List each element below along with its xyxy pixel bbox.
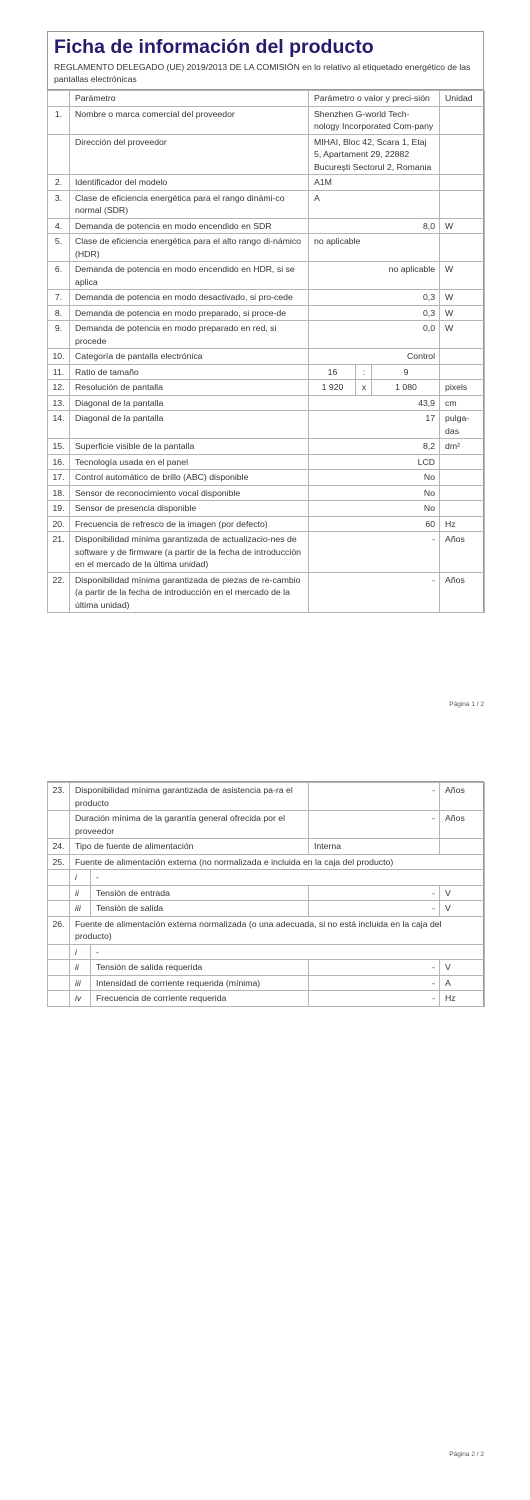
row-value: - bbox=[309, 783, 440, 811]
row-number: 3. bbox=[48, 190, 70, 218]
header-param: Parámetro bbox=[70, 91, 309, 107]
table-row bbox=[48, 839, 485, 855]
row-param: Fuente de alimentación externa (no normalizada e incluida en la caja del producto) bbox=[70, 854, 485, 870]
table-subrow bbox=[48, 870, 485, 886]
row-unit bbox=[440, 349, 485, 365]
row-unit bbox=[440, 175, 485, 191]
table-row bbox=[48, 349, 485, 365]
subrow-value: - bbox=[309, 885, 440, 901]
table-subrow bbox=[48, 960, 485, 976]
subrow-value: - bbox=[309, 901, 440, 917]
row-param: Ratio de tamaño bbox=[70, 364, 309, 380]
product-info-sheet-page-2 bbox=[47, 781, 484, 1007]
row-number: 22. bbox=[48, 572, 70, 613]
row-unit: W bbox=[440, 321, 485, 349]
row-number: 1. bbox=[48, 106, 70, 134]
row-unit bbox=[440, 234, 485, 262]
row-param: Disponibilidad mínima garantizada de actualizacio-nes de software y de firmware (a partir de la fecha de introducción en el mercado de la última unidad) bbox=[70, 532, 309, 573]
row-number: 16. bbox=[48, 454, 70, 470]
subrow-param: Tensión de salida bbox=[91, 901, 309, 917]
row-value: 0,3 bbox=[309, 305, 440, 321]
row-unit bbox=[440, 839, 485, 855]
row-value: 60 bbox=[309, 516, 440, 532]
row-unit: pulga-das bbox=[440, 411, 485, 439]
row-number: 10. bbox=[48, 349, 70, 365]
row-number: 9. bbox=[48, 321, 70, 349]
subrow-index: ii bbox=[70, 885, 91, 901]
row-number bbox=[48, 134, 70, 175]
row-value: Shenzhen G-world Tech-nology Incorporated Com-pany bbox=[309, 106, 440, 134]
subrow-value: - bbox=[309, 960, 440, 976]
row-number: 7. bbox=[48, 290, 70, 306]
row-param: Clase de eficiencia energética para el alto rango di-námico (HDR) bbox=[70, 234, 309, 262]
table-row bbox=[48, 439, 485, 455]
table-row bbox=[48, 364, 485, 380]
table-subrow bbox=[48, 991, 485, 1007]
header-value: Parámetro o valor y preci-sión bbox=[309, 91, 440, 107]
row-number bbox=[48, 960, 70, 976]
row-number: 12. bbox=[48, 380, 70, 396]
table-row bbox=[48, 290, 485, 306]
row-number bbox=[48, 870, 70, 886]
table-subrow bbox=[48, 975, 485, 991]
row-number: 11. bbox=[48, 364, 70, 380]
row-param: Demanda de potencia en modo encendido en HDR, si se aplica bbox=[70, 262, 309, 290]
row-param: Categoría de pantalla electrónica bbox=[70, 349, 309, 365]
row-number: 17. bbox=[48, 470, 70, 486]
table-row bbox=[48, 811, 485, 839]
resolution-separator: x bbox=[356, 380, 372, 396]
subrow-index: iv bbox=[70, 991, 91, 1007]
table-row bbox=[48, 916, 485, 944]
row-number: 19. bbox=[48, 501, 70, 517]
ratio-height: 9 bbox=[372, 364, 440, 380]
table-row bbox=[48, 501, 485, 517]
table-row bbox=[48, 106, 485, 134]
row-number: 2. bbox=[48, 175, 70, 191]
row-number: 8. bbox=[48, 305, 70, 321]
subrow-unit: A bbox=[440, 975, 485, 991]
header-unit: Unidad bbox=[440, 91, 485, 107]
row-value: LCD bbox=[309, 454, 440, 470]
row-param: Diagonal de la pantalla bbox=[70, 411, 309, 439]
row-param: Tipo de fuente de alimentación bbox=[70, 839, 309, 855]
row-number: 5. bbox=[48, 234, 70, 262]
row-param: Control automático de brillo (ABC) disponible bbox=[70, 470, 309, 486]
row-number: 23. bbox=[48, 783, 70, 811]
resolution-height: 1 080 bbox=[372, 380, 440, 396]
table-row bbox=[48, 854, 485, 870]
row-unit bbox=[440, 470, 485, 486]
row-number: 13. bbox=[48, 395, 70, 411]
table-row bbox=[48, 454, 485, 470]
row-unit: Años bbox=[440, 572, 485, 613]
regulation-subtitle: REGLAMENTO DELEGADO (UE) 2019/2013 DE LA COMISIÓN en lo relativo al etiquetado energético de las pantallas electrónicas bbox=[48, 59, 483, 90]
row-value: 0,3 bbox=[309, 290, 440, 306]
subrow-value: - bbox=[309, 991, 440, 1007]
row-param: Nombre o marca comercial del proveedor bbox=[70, 106, 309, 134]
row-value: No bbox=[309, 485, 440, 501]
subrow-param: Frecuencia de corriente requerida bbox=[91, 991, 309, 1007]
table-row bbox=[48, 470, 485, 486]
table-subrow bbox=[48, 944, 485, 960]
table-row bbox=[48, 190, 485, 218]
row-number bbox=[48, 944, 70, 960]
row-unit: dm² bbox=[440, 439, 485, 455]
row-unit bbox=[440, 106, 485, 134]
table-row bbox=[48, 783, 485, 811]
row-number: 4. bbox=[48, 218, 70, 234]
row-number bbox=[48, 991, 70, 1007]
table-row bbox=[48, 218, 485, 234]
row-unit: W bbox=[440, 305, 485, 321]
row-unit: W bbox=[440, 218, 485, 234]
row-number bbox=[48, 811, 70, 839]
row-value: MIHAI, Bloc 42, Scara 1, Etaj 5, Apartament 29, 22882 Bucureşti Sectorul 2, Romania bbox=[309, 134, 440, 175]
row-number: 6. bbox=[48, 262, 70, 290]
row-param: Fuente de alimentación externa normalizada (o una adecuada, si no está incluida en la caja del producto) bbox=[70, 916, 485, 944]
row-number bbox=[48, 885, 70, 901]
row-value: 17 bbox=[309, 411, 440, 439]
table-row bbox=[48, 321, 485, 349]
row-unit: W bbox=[440, 262, 485, 290]
parameters-table-continued bbox=[47, 782, 485, 1007]
table-row bbox=[48, 380, 485, 396]
row-param: Demanda de potencia en modo preparado en red, si procede bbox=[70, 321, 309, 349]
row-unit bbox=[440, 501, 485, 517]
table-row bbox=[48, 532, 485, 573]
table-row bbox=[48, 305, 485, 321]
page-number: Página 2 / 2 bbox=[449, 1451, 484, 1458]
row-number: 15. bbox=[48, 439, 70, 455]
row-param: Demanda de potencia en modo encendido en SDR bbox=[70, 218, 309, 234]
table-row bbox=[48, 485, 485, 501]
table-header-row bbox=[48, 91, 485, 107]
row-number: 26. bbox=[48, 916, 70, 944]
subrow-unit: V bbox=[440, 885, 485, 901]
subrow-index: i bbox=[70, 870, 91, 886]
row-number: 18. bbox=[48, 485, 70, 501]
table-subrow bbox=[48, 885, 485, 901]
row-number: 24. bbox=[48, 839, 70, 855]
page-number: Página 1 / 2 bbox=[449, 701, 484, 708]
row-value: A bbox=[309, 190, 440, 218]
subrow-param: Tensión de salida requerida bbox=[91, 960, 309, 976]
row-value: - bbox=[309, 532, 440, 573]
product-info-sheet-page-1 bbox=[47, 31, 484, 613]
row-param: Diagonal de la pantalla bbox=[70, 395, 309, 411]
row-value: No bbox=[309, 501, 440, 517]
row-param: Tecnología usada en el panel bbox=[70, 454, 309, 470]
row-unit bbox=[440, 485, 485, 501]
table-row bbox=[48, 572, 485, 613]
subrow-param: - bbox=[91, 944, 485, 960]
row-param: Resolución de pantalla bbox=[70, 380, 309, 396]
row-value: 0,0 bbox=[309, 321, 440, 349]
row-unit: pixels bbox=[440, 380, 485, 396]
row-param: Demanda de potencia en modo desactivado, si pro-cede bbox=[70, 290, 309, 306]
row-number bbox=[48, 901, 70, 917]
table-row bbox=[48, 262, 485, 290]
subrow-param: Tensión de entrada bbox=[91, 885, 309, 901]
row-number: 14. bbox=[48, 411, 70, 439]
row-param: Superficie visible de la pantalla bbox=[70, 439, 309, 455]
subrow-unit: Hz bbox=[440, 991, 485, 1007]
subrow-index: iii bbox=[70, 975, 91, 991]
ratio-width: 16 bbox=[309, 364, 356, 380]
row-unit: Años bbox=[440, 783, 485, 811]
row-value: 8,2 bbox=[309, 439, 440, 455]
table-row bbox=[48, 516, 485, 532]
subrow-unit: V bbox=[440, 960, 485, 976]
subrow-index: i bbox=[70, 944, 91, 960]
row-unit bbox=[440, 134, 485, 175]
row-param: Sensor de presencia disponible bbox=[70, 501, 309, 517]
row-value: 43,9 bbox=[309, 395, 440, 411]
row-param: Sensor de reconocimiento vocal disponible bbox=[70, 485, 309, 501]
row-value: - bbox=[309, 811, 440, 839]
row-value: - bbox=[309, 572, 440, 613]
resolution-width: 1 920 bbox=[309, 380, 356, 396]
table-row bbox=[48, 175, 485, 191]
row-param: Demanda de potencia en modo preparado, si proce-de bbox=[70, 305, 309, 321]
subrow-param: Intensidad de corriente requerida (mínima) bbox=[91, 975, 309, 991]
subrow-unit: V bbox=[440, 901, 485, 917]
subrow-index: iii bbox=[70, 901, 91, 917]
row-number: 21. bbox=[48, 532, 70, 573]
row-unit: Años bbox=[440, 811, 485, 839]
header-number bbox=[48, 91, 70, 107]
row-unit bbox=[440, 454, 485, 470]
row-param: Duración mínima de la garantía general ofrecida por el proveedor bbox=[70, 811, 309, 839]
row-unit: cm bbox=[440, 395, 485, 411]
row-value: Interna bbox=[309, 839, 440, 855]
row-param: Disponibilidad mínima garantizada de asistencia pa-ra el producto bbox=[70, 783, 309, 811]
table-row bbox=[48, 395, 485, 411]
parameters-table bbox=[47, 90, 485, 613]
row-unit: Años bbox=[440, 532, 485, 573]
row-value: 8,0 bbox=[309, 218, 440, 234]
table-row bbox=[48, 234, 485, 262]
subrow-param: - bbox=[91, 870, 485, 886]
page-title: Ficha de información del producto bbox=[54, 36, 374, 58]
subrow-value: - bbox=[309, 975, 440, 991]
row-param: Clase de eficiencia energética para el rango dinámi-co normal (SDR) bbox=[70, 190, 309, 218]
row-number: 20. bbox=[48, 516, 70, 532]
row-value: Control bbox=[309, 349, 440, 365]
row-number: 25. bbox=[48, 854, 70, 870]
row-value: A1M bbox=[309, 175, 440, 191]
row-unit: W bbox=[440, 290, 485, 306]
subrow-index: ii bbox=[70, 960, 91, 976]
ratio-separator: : bbox=[356, 364, 372, 380]
row-value: no aplicable bbox=[309, 262, 440, 290]
row-unit: Hz bbox=[440, 516, 485, 532]
row-unit bbox=[440, 190, 485, 218]
row-param: Disponibilidad mínima garantizada de piezas de re-cambio (a partir de la fecha de introducción en el mercado de la última unidad) bbox=[70, 572, 309, 613]
row-param: Dirección del proveedor bbox=[70, 134, 309, 175]
table-row bbox=[48, 134, 485, 175]
row-number bbox=[48, 975, 70, 991]
row-param: Identificador del modelo bbox=[70, 175, 309, 191]
row-unit bbox=[440, 364, 485, 380]
table-subrow bbox=[48, 901, 485, 917]
row-param: Frecuencia de refresco de la imagen (por defecto) bbox=[70, 516, 309, 532]
table-row bbox=[48, 411, 485, 439]
row-value: No bbox=[309, 470, 440, 486]
row-value: no aplicable bbox=[309, 234, 440, 262]
